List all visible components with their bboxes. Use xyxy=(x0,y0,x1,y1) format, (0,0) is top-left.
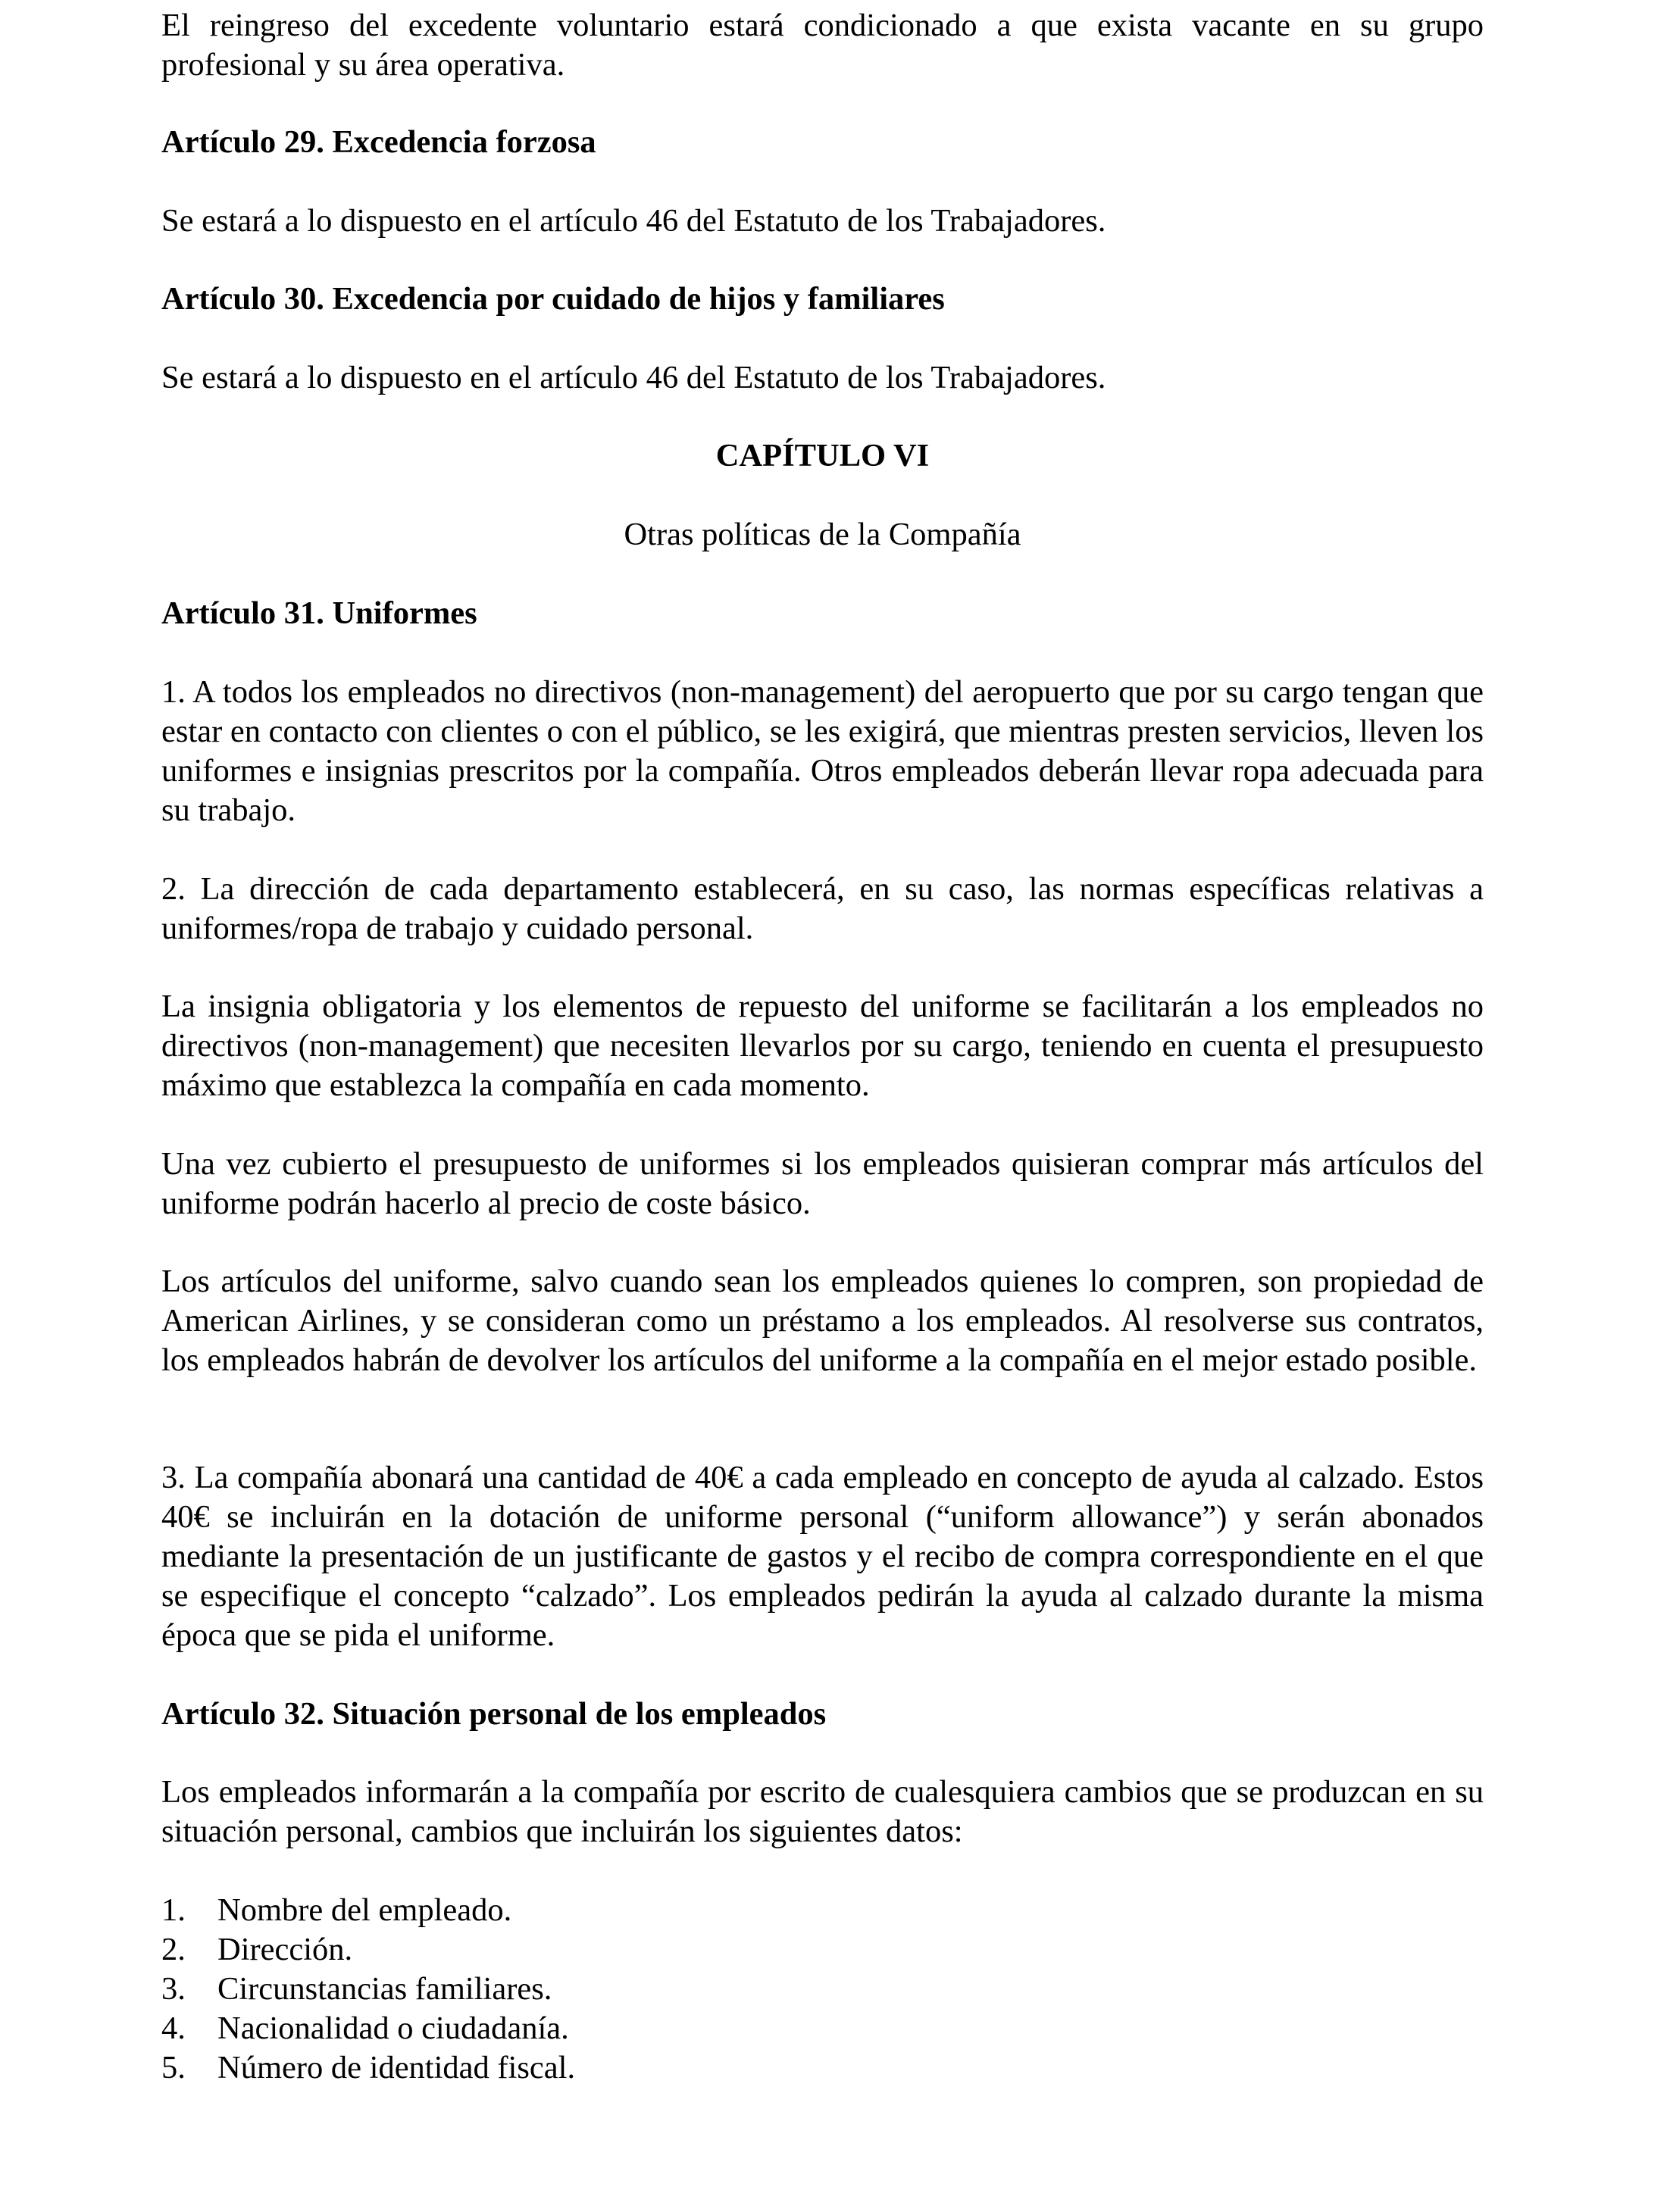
list-item-text: Número de identidad fiscal. xyxy=(217,2050,576,2085)
intro-paragraph: El reingreso del excedente voluntario estará condicionado a que exista vacante en su grupo profesional y su área operativa. xyxy=(161,8,1484,83)
article-31-paragraph-5: Los artículos del uniforme, salvo cuando sean los empleados quienes lo compren, son propiedad de American Airlines, y se consideran como un préstamo a los empleados. Al resolverse sus contratos, los empleados habrán de devolver los artículos del uniforme a la compañía en el mejor estado posible. xyxy=(161,1264,1484,1378)
article-31-paragraph-2: 2. La dirección de cada departamento establecerá, en su caso, las normas específicas relativas a uniformes/ropa de trabajo y cuidado personal. xyxy=(161,871,1484,946)
article-31-paragraph-1: 1. A todos los empleados no directivos (non-management) del aeropuerto que por su cargo tengan que estar en contacto con clientes o con el público, se les exigirá, que mientras presten servicios, lleven los uniformes e insignias prescritos por la compañía. Otros empleados deberán llevar ropa adecuada para su trabajo. xyxy=(161,674,1484,828)
list-item-number: 5. xyxy=(161,2050,186,2085)
list-item-number: 1. xyxy=(161,1892,186,1928)
article-31-heading: Artículo 31. Uniformes xyxy=(161,595,477,631)
article-30-text: Se estará a lo dispuesto en el artículo 46 del Estatuto de los Trabajadores. xyxy=(161,360,1106,395)
chapter-subtitle: Otras políticas de la Compañía xyxy=(624,517,1021,552)
personal-data-list xyxy=(161,1891,1484,2088)
list-item-text: Dirección. xyxy=(217,1932,353,1967)
list-item-text: Circunstancias familiares. xyxy=(217,1971,552,2007)
list-item xyxy=(161,2009,1484,2048)
list-item-text: Nacionalidad o ciudadanía. xyxy=(217,2010,569,2046)
chapter-title: CAPÍTULO VI xyxy=(715,438,930,473)
list-item xyxy=(161,1930,1484,1970)
article-31-paragraph-6: 3. La compañía abonará una cantidad de 40€ a cada empleado en concepto de ayuda al calzado. Estos 40€ se incluirán en la dotación de uniforme personal (“uniform allowance”) y serán abonados mediante la presentación de un justificante de gastos y el recibo de compra correspondiente en el que se especifique el concepto “calzado”. Los empleados pedirán la ayuda al calzado durante la misma época que se pida el uniforme. xyxy=(161,1460,1484,1653)
article-30-heading: Artículo 30. Excedencia por cuidado de hijos y familiares xyxy=(161,281,945,317)
list-item xyxy=(161,1891,1484,1930)
list-item-number: 2. xyxy=(161,1932,186,1967)
article-31-paragraph-4: Una vez cubierto el presupuesto de uniformes si los empleados quisieran comprar más artículos del uniforme podrán hacerlo al precio de coste básico. xyxy=(161,1146,1484,1221)
list-item-number: 3. xyxy=(161,1971,186,2007)
article-32-text: Los empleados informarán a la compañía por escrito de cualesquiera cambios que se produzcan en su situación personal, cambios que incluirán los siguientes datos: xyxy=(161,1774,1484,1849)
list-item xyxy=(161,1970,1484,2009)
article-31-paragraph-3: La insignia obligatoria y los elementos de repuesto del uniforme se facilitarán a los empleados no directivos (non-management) que necesiten llevarlos por su cargo, teniendo en cuenta el presupuesto máximo que establezca la compañía en cada momento. xyxy=(161,989,1484,1103)
article-29-text: Se estará a lo dispuesto en el artículo 46 del Estatuto de los Trabajadores. xyxy=(161,203,1106,239)
list-item xyxy=(161,2048,1484,2088)
list-item-number: 4. xyxy=(161,2010,186,2046)
list-item-text: Nombre del empleado. xyxy=(217,1892,512,1928)
article-29-heading: Artículo 29. Excedencia forzosa xyxy=(161,124,596,160)
article-32-heading: Artículo 32. Situación personal de los empleados xyxy=(161,1696,827,1732)
